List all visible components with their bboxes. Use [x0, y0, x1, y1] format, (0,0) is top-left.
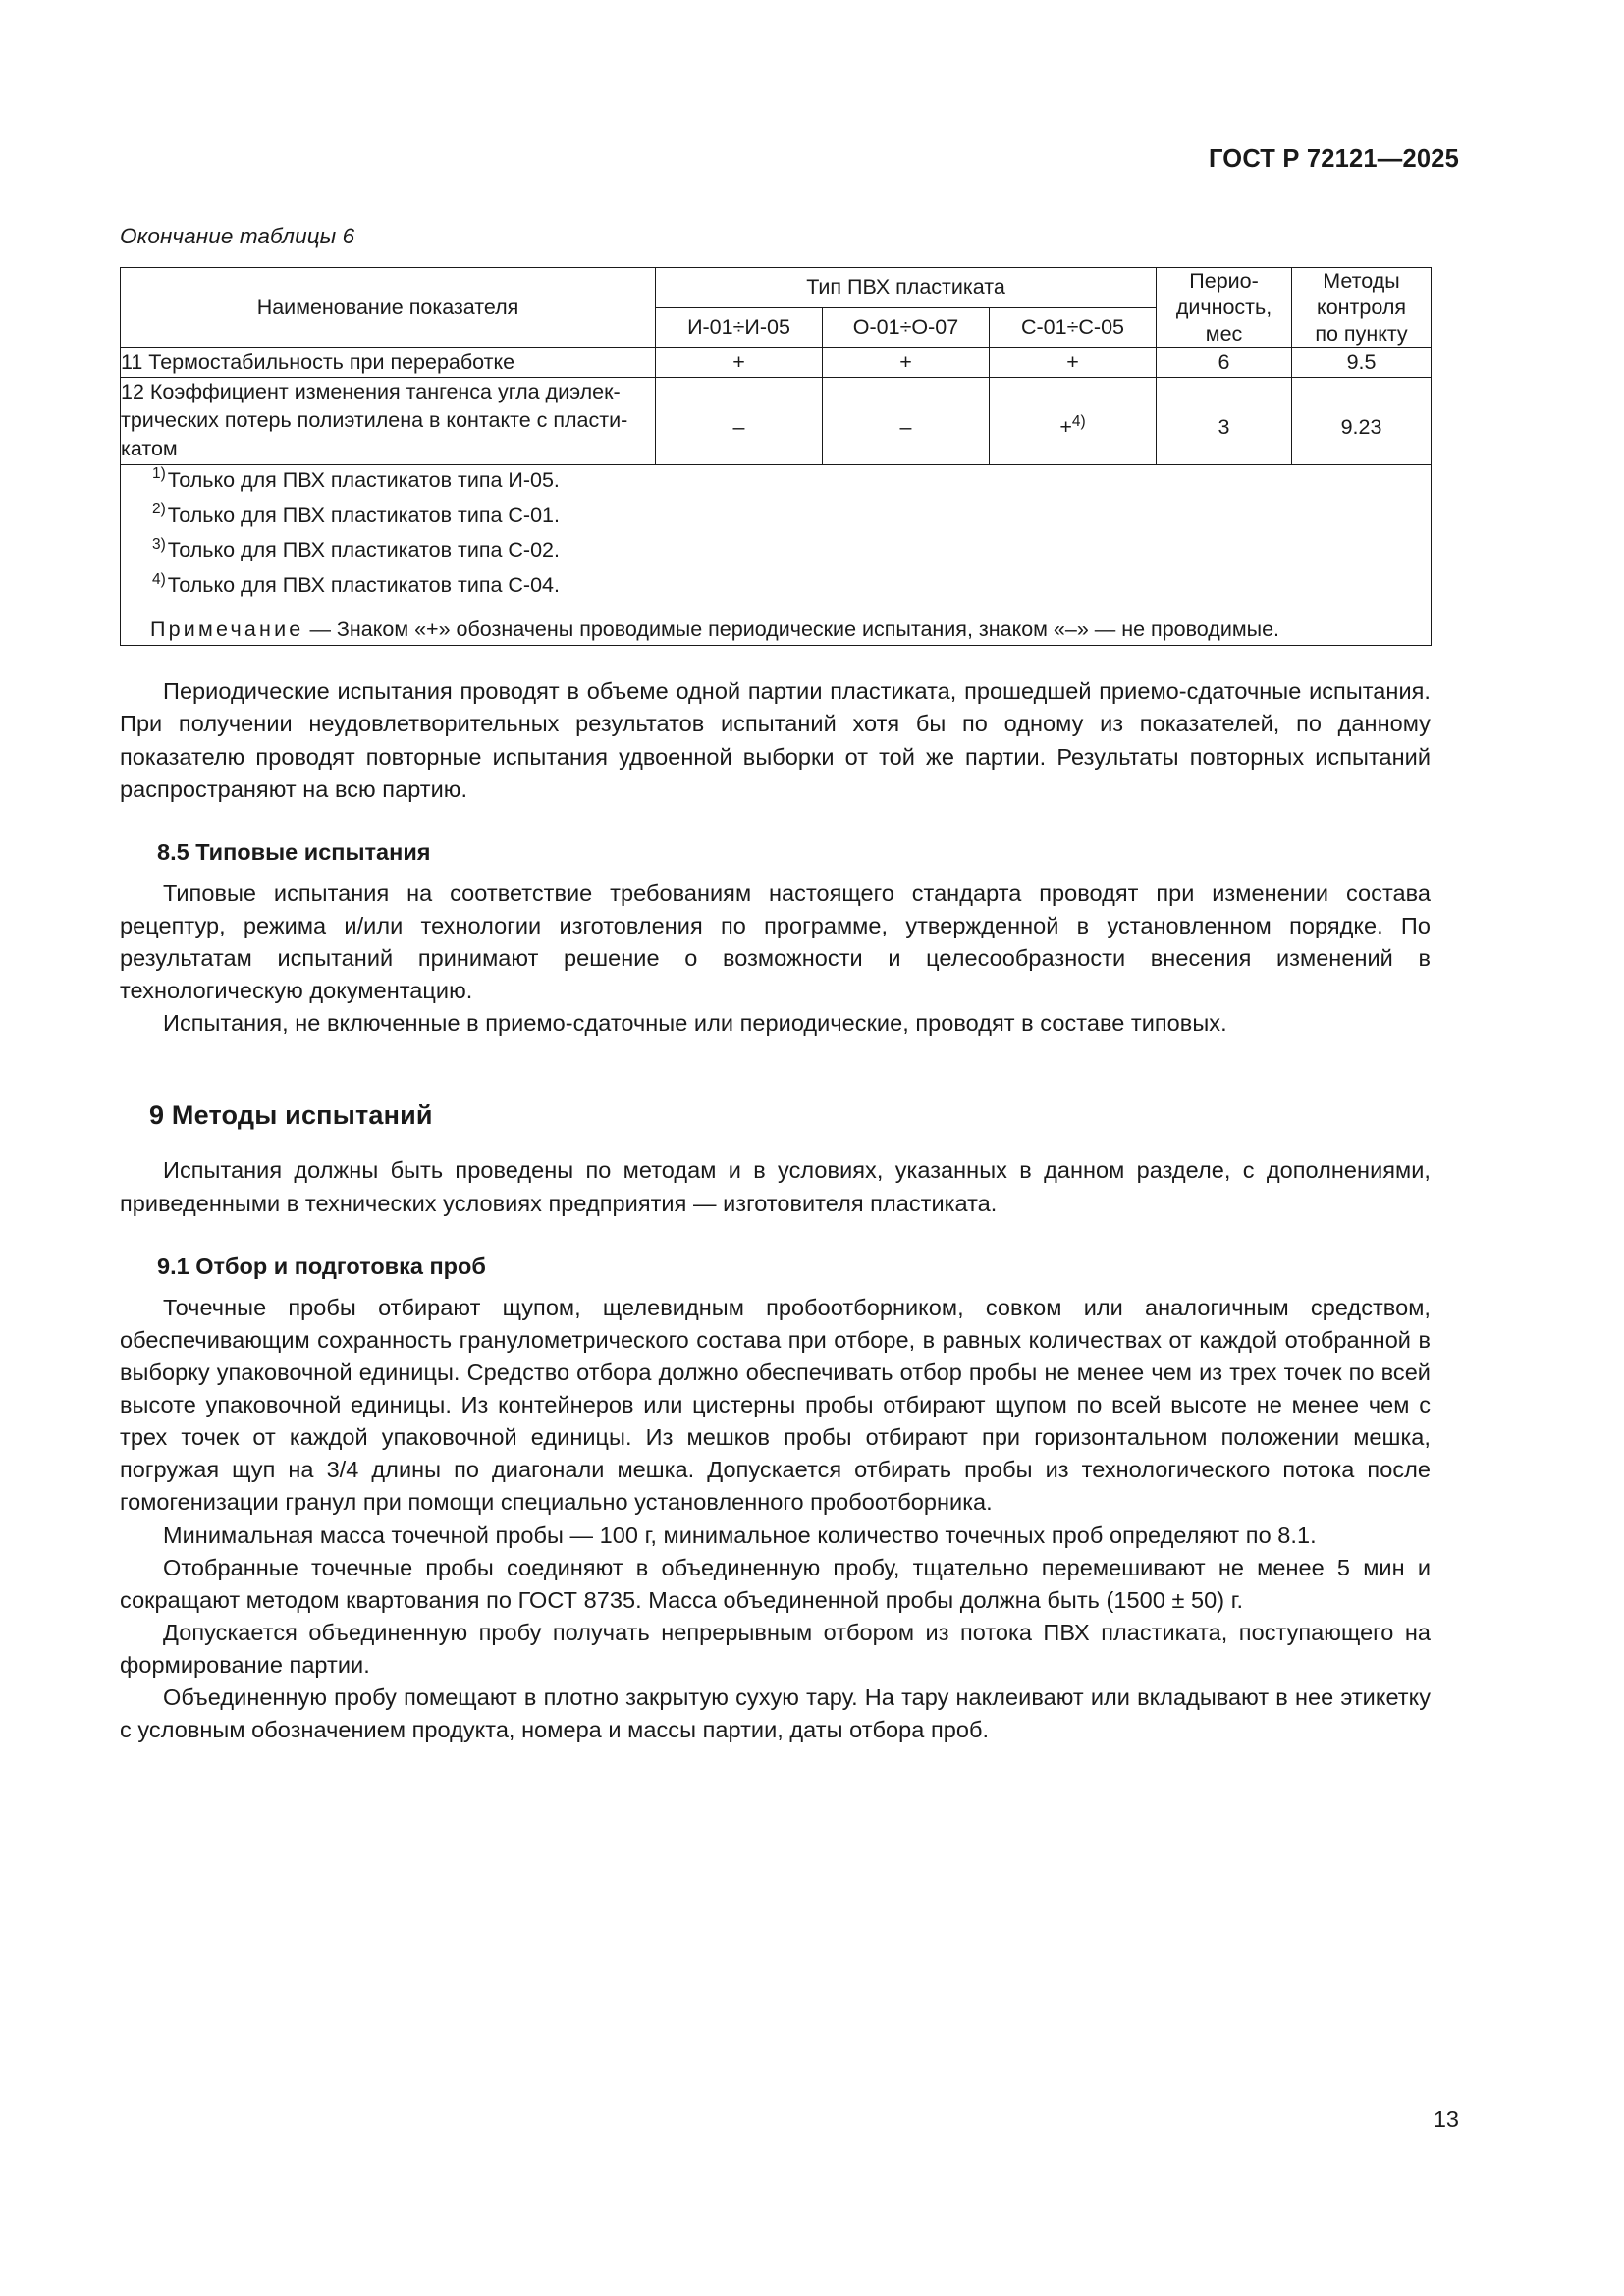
table-row [121, 347, 1432, 377]
footnote-text: Только для ПВХ пластикатов типа С-01. [167, 503, 560, 527]
paragraph-9-intro: Испытания должны быть проведены по методам и в условиях, указанных в данном разделе, с дополнениями, приведенными в технических условиях предприятия — изготовителя пластиката. [120, 1157, 1431, 1216]
cell-periodicity: 3 [1157, 377, 1292, 464]
paragraph-9-1-3: Отобранные точечные пробы соединяют в объединенную пробу, тщательно перемешивают не менее 5 мин и сокращают методом квартования по ГОСТ 8735. Масса объединенной пробы должна быть (1500 ± 50) г. [120, 1554, 1431, 1613]
footnote-4 [152, 570, 1431, 601]
heading-9: 9 Методы испытаний [149, 1100, 433, 1131]
spacer [120, 1280, 1431, 1292]
periodicity-line-1: Перио- [1189, 269, 1259, 293]
footnote-marker: 4) [152, 571, 166, 589]
paragraph-9-1-5: Объединенную пробу помещают в плотно закрытую сухую тару. На тару наклеивают или вкладывают в нее этикетку с условным обозначением продукта, номера и массы партии, даты отбора проб. [120, 1684, 1431, 1743]
paragraph-9-1-2: Минимальная масса точечной пробы — 100 г, минимальное количество точечных проб определяют по 8.1. [163, 1522, 1317, 1548]
method-line-1: Методы [1323, 269, 1400, 293]
paragraph-8-5-1: Типовые испытания на соответствие требованиям настоящего стандарта проводят при изменении состава рецептур, режима и/или технологии изготовления по программе, утвержденной в установленном порядке. По результатам испытаний принимают решение о возможности и целесообразности внесения изменений в технологическую документацию. [120, 880, 1431, 1004]
footnote-text: Только для ПВХ пластикатов типа И-05. [167, 467, 560, 492]
heading-9-1: 9.1 Отбор и подготовка проб [157, 1253, 486, 1279]
paragraph-9-1-4: Допускается объединенную пробу получать непрерывным отбором из потока ПВХ пластиката, поступающего на формирование партии. [120, 1619, 1431, 1679]
page-number: 13 [1433, 2107, 1459, 2132]
cell-type-i: – [656, 377, 823, 464]
cell-indicator-name: 12 Коэффициент изменения тангенса угла диэлек-трических потерь полиэтилена в контакте с пласти-катом [121, 377, 656, 464]
note-label: Примечание [150, 617, 304, 642]
footnote-marker: 1) [152, 465, 166, 483]
footnote-marker: 2) [152, 501, 166, 518]
table-header-row-1 [121, 268, 1432, 308]
periodicity-line-3: мес [1205, 321, 1243, 346]
footnote-text: Только для ПВХ пластикатов типа С-04. [167, 573, 560, 598]
spacer [120, 866, 1431, 878]
col-header-indicator-name: Наименование показателя [121, 268, 656, 348]
method-line-3: по пункту [1315, 321, 1408, 346]
cell-periodicity: 6 [1157, 347, 1292, 377]
page-content [120, 224, 1431, 1746]
footnote-1 [152, 465, 1431, 496]
method-line-2: контроля [1317, 294, 1407, 319]
table-note [121, 614, 1431, 645]
cell-type-i: + [656, 347, 823, 377]
col-header-type-o: О-01÷О-07 [823, 307, 990, 347]
note-text: — Знаком «+» обозначены проводимые периодические испытания, знаком «–» — не проводимые. [309, 617, 1279, 642]
cell-type-o: – [823, 377, 990, 464]
table-notes-cell [121, 464, 1432, 646]
requirements-table [120, 267, 1432, 646]
spacer [120, 1131, 1431, 1154]
paragraph-periodic-tests: Периодические испытания проводят в объеме одной партии пластиката, прошедшей приемо-сдаточные испытания. При получении неудовлетворительных результатов испытаний хотя бы по одному из показателей, по данному показателю проводят повторные испытания удвоенной выборки от той же партии. Результаты повторных испытаний распространяют на всю партию. [120, 678, 1431, 802]
paragraph-9-1-1: Точечные пробы отбирают щупом, щелевидным пробоотборником, совком или аналогичным средством, обеспечивающим сохранность гранулометрического состава при отборе, в равных количествах от каждой отобранной в выборку упаковочной единицы. Средство отбора должно обеспечивать отбор пробы не менее чем из трех точек по всей высоте упаковочной единицы. Из контейнеров или цистерны пробы отбирают щупом по всей высоте не менее чем с трех точек от каждой упаковочной единицы. Из мешков пробы отбирают при горизонтальном положении мешка, погружая щуп на 3/4 длины по диагонали мешка. Допускается отбирать пробы из технологического потока после гомогенизации гранул при помощи специально установленного пробоотборника. [120, 1294, 1431, 1516]
cell-method: 9.5 [1292, 347, 1432, 377]
col-header-periodicity [1157, 268, 1292, 348]
cell-type-o: + [823, 347, 990, 377]
cell-type-s [990, 377, 1157, 464]
cell-indicator-name: 11 Термостабильность при переработке [121, 347, 656, 377]
col-header-type-i: И-01÷И-05 [656, 307, 823, 347]
footnote-3 [152, 535, 1431, 565]
cell-method: 9.23 [1292, 377, 1432, 464]
mark-value: + [1059, 414, 1072, 439]
paragraph-8-5-2: Испытания, не включенные в приемо-сдаточные или периодические, проводят в составе типовых. [163, 1010, 1227, 1037]
footnote-2 [152, 501, 1431, 531]
footnote-ref: 4) [1071, 412, 1086, 430]
document-standard-header: ГОСТ Р 72121—2025 [1208, 145, 1459, 173]
footnote-marker: 3) [152, 536, 166, 554]
footnote-text: Только для ПВХ пластикатов типа С-02. [167, 538, 560, 562]
col-header-control-method [1292, 268, 1432, 348]
col-header-type-s: С-01÷С-05 [990, 307, 1157, 347]
periodicity-line-2: дичность, [1175, 294, 1272, 319]
table-caption: Окончание таблицы 6 [120, 224, 355, 248]
table-notes-row [121, 464, 1432, 646]
heading-8-5: 8.5 Типовые испытания [157, 838, 431, 865]
table-row [121, 377, 1432, 464]
col-header-type-group: Тип ПВХ пластиката [656, 268, 1157, 308]
cell-type-s: + [990, 347, 1157, 377]
